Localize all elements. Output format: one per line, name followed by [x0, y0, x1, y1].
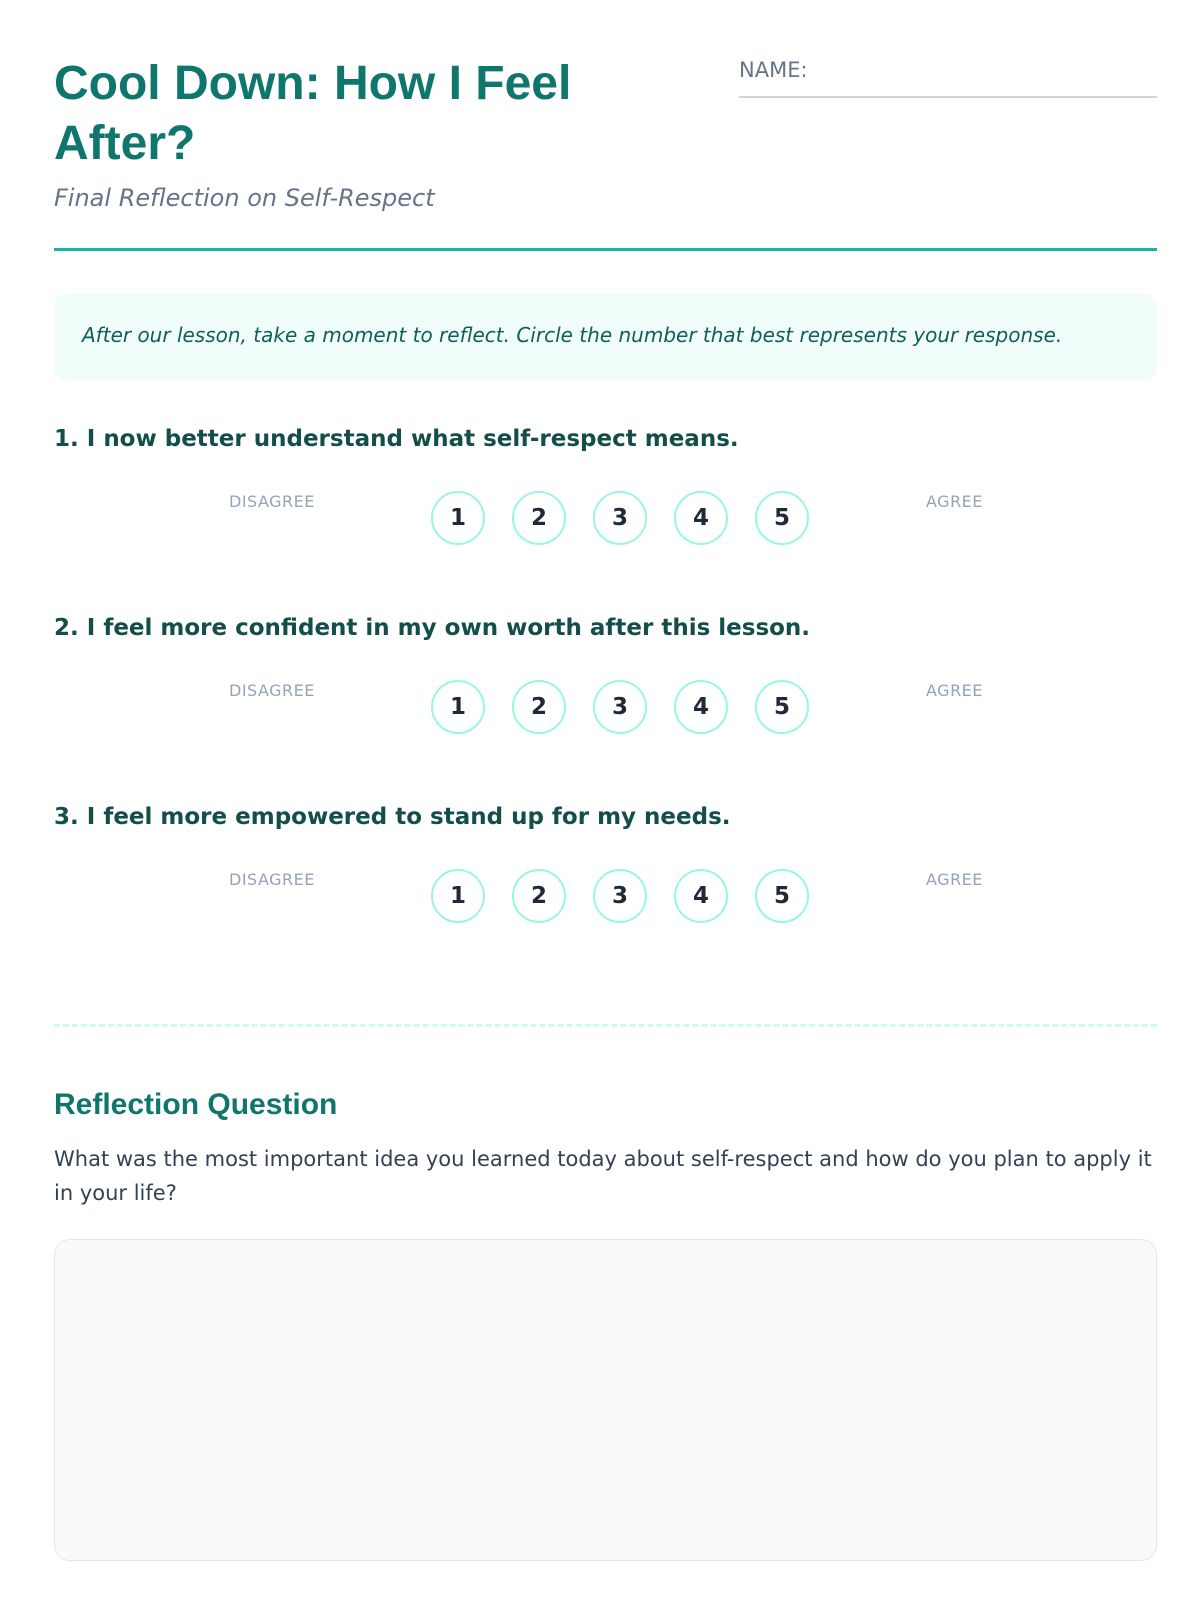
rating-option-2[interactable]: 2: [512, 680, 566, 734]
section-divider: [54, 1024, 1157, 1027]
rating-option-1[interactable]: 1: [431, 869, 485, 923]
rating-option-5[interactable]: 5: [755, 869, 809, 923]
rating-option-5[interactable]: 5: [755, 680, 809, 734]
rating-option-4[interactable]: 4: [674, 680, 728, 734]
reflection-answer-box[interactable]: [54, 1239, 1157, 1561]
question-text: 1. I now better understand what self-respect means.: [54, 426, 739, 452]
rating-option-3[interactable]: 3: [593, 680, 647, 734]
scale-low-label: DISAGREE: [229, 492, 315, 511]
page-subtitle: Final Reflection on Self-Respect: [54, 184, 435, 212]
question-1: [54, 426, 1157, 566]
rating-option-3[interactable]: 3: [593, 491, 647, 545]
scale-low-label: DISAGREE: [229, 681, 315, 700]
scale-low-label: DISAGREE: [229, 870, 315, 889]
instructions-text: After our lesson, take a moment to reflect. Circle the number that best represents your response.: [82, 323, 1063, 347]
rating-option-2[interactable]: 2: [512, 491, 566, 545]
page-title: Cool Down: How I Feel After?: [54, 57, 572, 170]
scale-high-label: AGREE: [926, 492, 983, 511]
rating-option-4[interactable]: 4: [674, 491, 728, 545]
question-text: 2. I feel more confident in my own worth after this lesson.: [54, 615, 811, 641]
reflection-title: Reflection Question: [54, 1088, 338, 1121]
rating-option-4[interactable]: 4: [674, 869, 728, 923]
question-text: 3. I feel more empowered to stand up for my needs.: [54, 804, 731, 830]
rating-option-1[interactable]: 1: [431, 491, 485, 545]
name-field[interactable]: [739, 54, 1157, 98]
rating-option-3[interactable]: 3: [593, 869, 647, 923]
rating-option-5[interactable]: 5: [755, 491, 809, 545]
question-2: [54, 615, 1157, 755]
header-divider: [54, 248, 1157, 251]
name-label: NAME:: [739, 58, 808, 82]
question-3: [54, 804, 1157, 944]
scale-high-label: AGREE: [926, 870, 983, 889]
reflection-prompt: What was the most important idea you learned today about self-respect and how do you plan to apply it in your life?: [54, 1147, 1152, 1205]
rating-option-2[interactable]: 2: [512, 869, 566, 923]
scale-high-label: AGREE: [926, 681, 983, 700]
instructions-box: [54, 293, 1157, 381]
rating-option-1[interactable]: 1: [431, 680, 485, 734]
